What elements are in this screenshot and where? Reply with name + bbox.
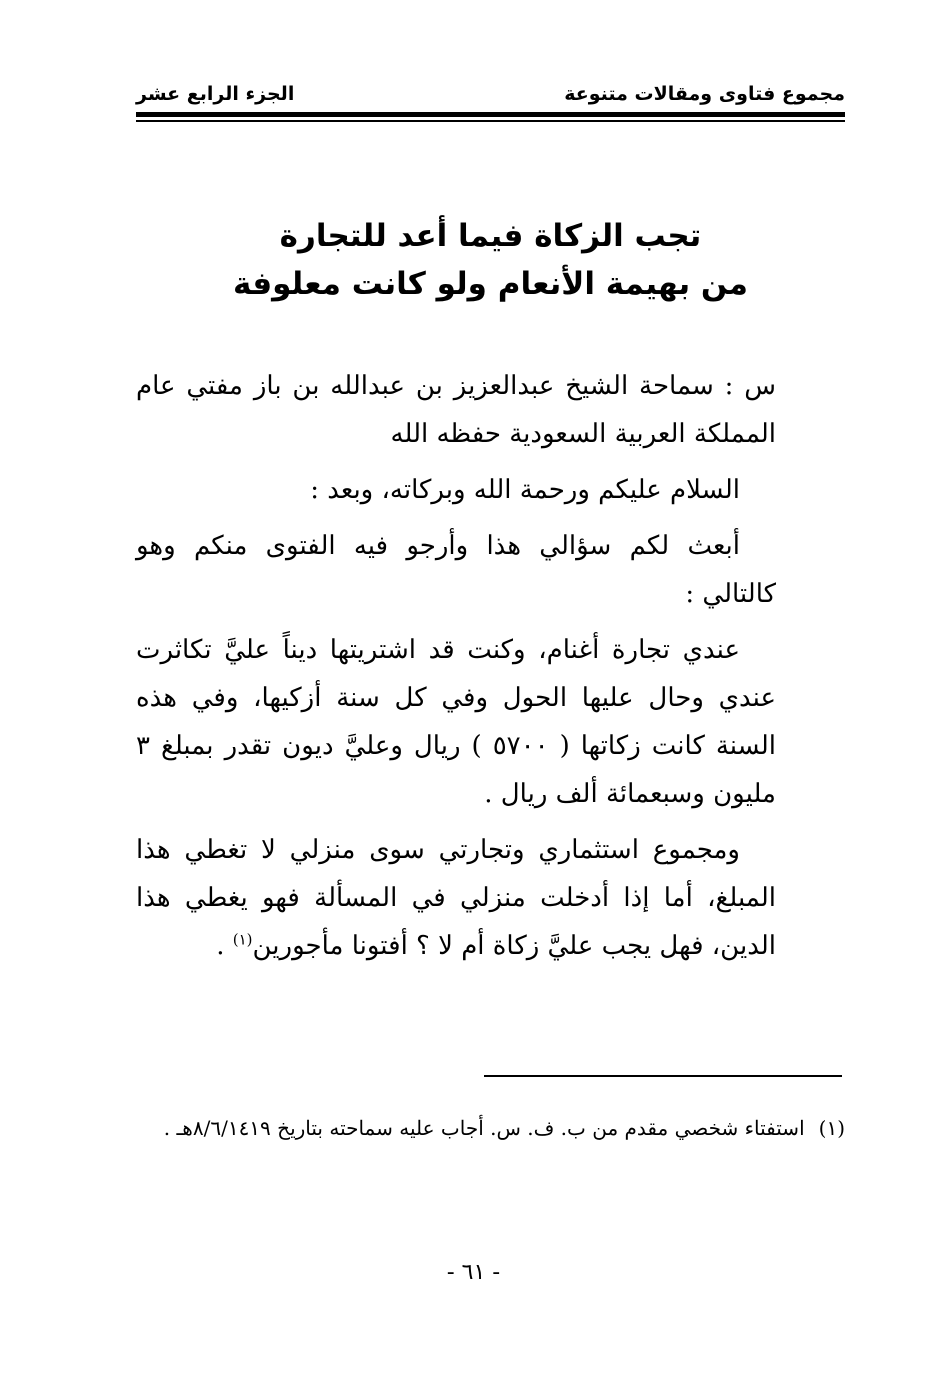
footnote-text: استفتاء شخصي مقدم من ب. ف. س. أجاب عليه سماحته بتاريخ ٨/٦/١٤١٩هـ . bbox=[163, 1116, 805, 1140]
main-question-text: ومجموع استثماري وتجارتي سوى منزلي لا تغطي هذا المبلغ، أما إذا أدخلت منزلي في المسألة فهو يغطي هذا الدين، فهل يجب عليَّ زكاة أم لا ؟ أفتونا مأجورين bbox=[136, 835, 776, 961]
title-line-1: تجب الزكاة فيما أعد للتجارة bbox=[279, 218, 702, 254]
title-line-2: من بهيمة الأنعام ولو كانت معلوفة bbox=[233, 266, 748, 302]
running-header bbox=[136, 78, 845, 108]
header-rule-thick bbox=[136, 112, 845, 117]
footnote bbox=[136, 1110, 845, 1146]
request-paragraph: أبعث لكم سؤالي هذا وأرجو فيه الفتوى منكم وهو كالتالي : bbox=[136, 531, 776, 609]
footnote-separator bbox=[484, 1075, 842, 1077]
book-title: مجموع فتاوى ومقالات متنوعة bbox=[564, 83, 845, 105]
footnote-reference: (١) bbox=[232, 930, 253, 949]
volume-label: الجزء الرابع عشر bbox=[136, 83, 295, 105]
details-paragraph: عندي تجارة أغنام، وكنت قد اشتريتها ديناً عليَّ تكاثرت عندي وحال عليها الحول وفي كل سنة أزكيها، وفي هذه السنة كانت زكاتها ( ٥٧٠٠ ) ريال وعليَّ ديون تقدر بمبلغ ٣ مليون وسبعمائة ألف ريال . bbox=[136, 635, 776, 809]
page-number: - ٦١ - bbox=[446, 1260, 501, 1285]
end-mark: . bbox=[216, 931, 225, 961]
main-question-paragraph bbox=[136, 826, 776, 970]
header-rule-thin bbox=[136, 120, 845, 122]
footnote-marker: (١) bbox=[818, 1116, 845, 1140]
fatwa-title bbox=[136, 212, 845, 308]
question-intro: س : سماحة الشيخ عبدالعزيز بن عبدالله بن باز مفتي عام المملكة العربية السعودية حفظه الله bbox=[136, 371, 776, 449]
question-body bbox=[136, 362, 776, 978]
greeting: السلام عليكم ورحمة الله وبركاته، وبعد : bbox=[310, 475, 740, 505]
